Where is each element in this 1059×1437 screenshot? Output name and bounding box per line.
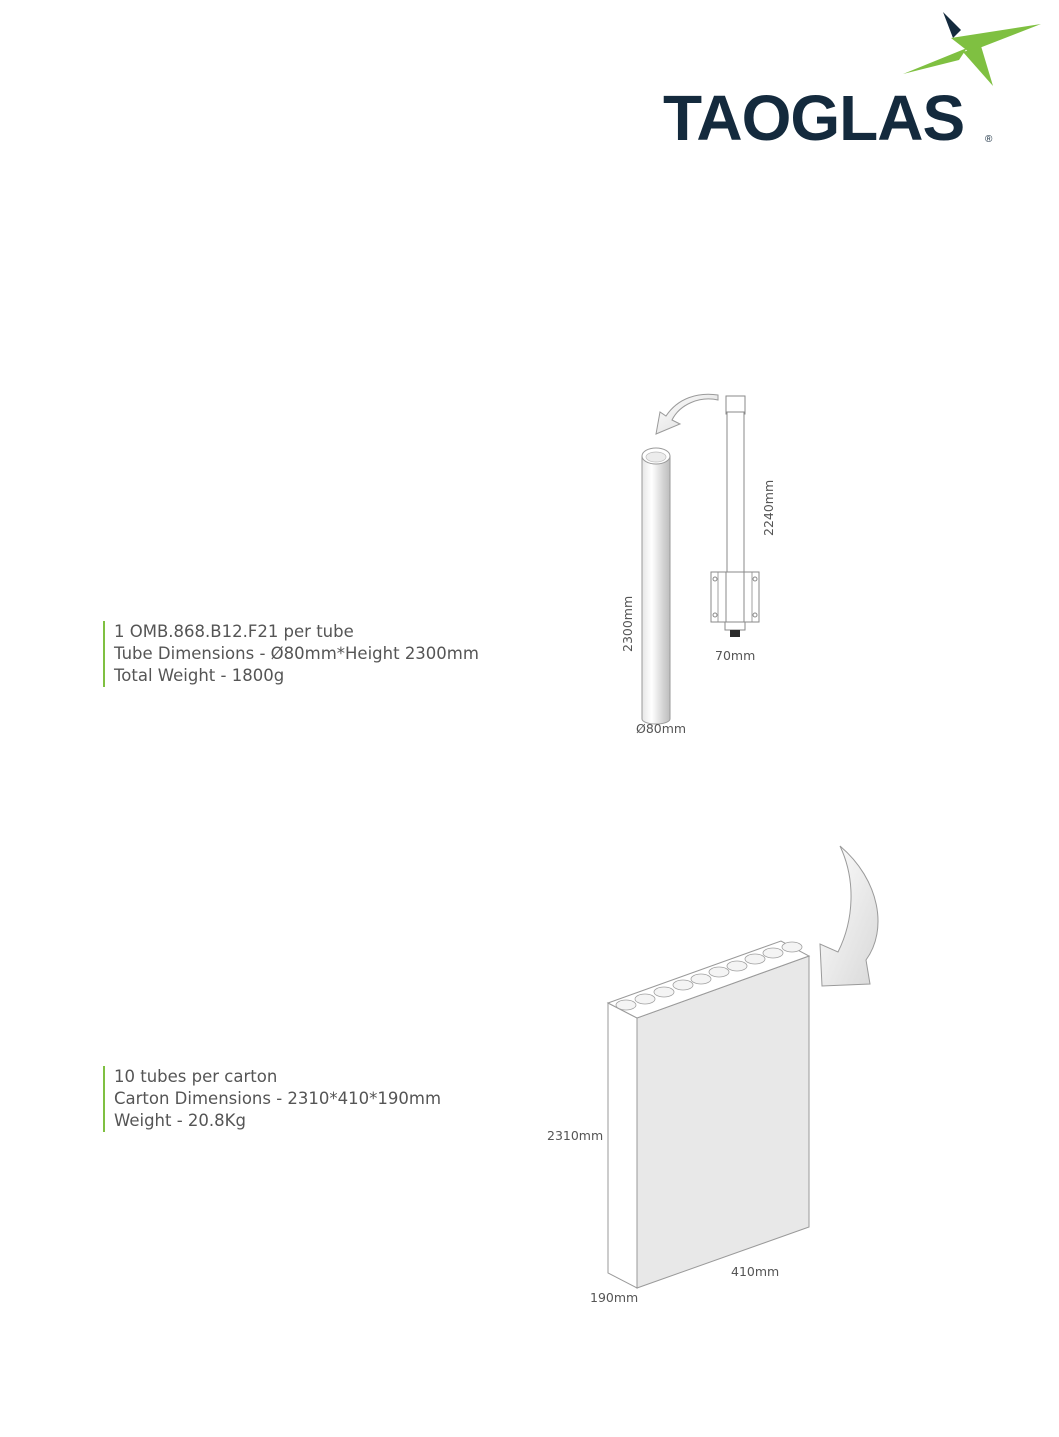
registered-mark: ®: [985, 134, 993, 145]
bracket-width-label: 70mm: [715, 648, 756, 663]
carton-depth-label: 190mm: [590, 1290, 639, 1305]
curved-arrow-icon: [656, 394, 718, 434]
carton-spec-line: 10 tubes per carton: [114, 1067, 278, 1086]
tube-spec-line: Tube Dimensions - Ø80mm*Height 2300mm: [114, 644, 479, 663]
carton-drawing: [608, 941, 809, 1288]
tube-drawing: [642, 448, 670, 724]
tube-spec-line: Total Weight - 1800g: [114, 666, 285, 685]
tube-diameter-label: Ø80mm: [636, 721, 687, 736]
antenna-height-label: 2240mm: [761, 479, 776, 536]
tube-spec-line: 1 OMB.868.B12.F21 per tube: [114, 622, 354, 641]
logo-wordmark: TAOGLAS: [663, 82, 965, 154]
tube-height-label: 2300mm: [620, 595, 635, 652]
carton-height-label: 2310mm: [547, 1128, 604, 1143]
curved-arrow-icon: [820, 846, 878, 986]
carton-spec-line: Weight - 20.8Kg: [114, 1111, 246, 1130]
carton-width-label: 410mm: [731, 1264, 780, 1279]
carton-spec-line: Carton Dimensions - 2310*410*190mm: [114, 1089, 442, 1108]
antenna-drawing: [711, 396, 759, 637]
